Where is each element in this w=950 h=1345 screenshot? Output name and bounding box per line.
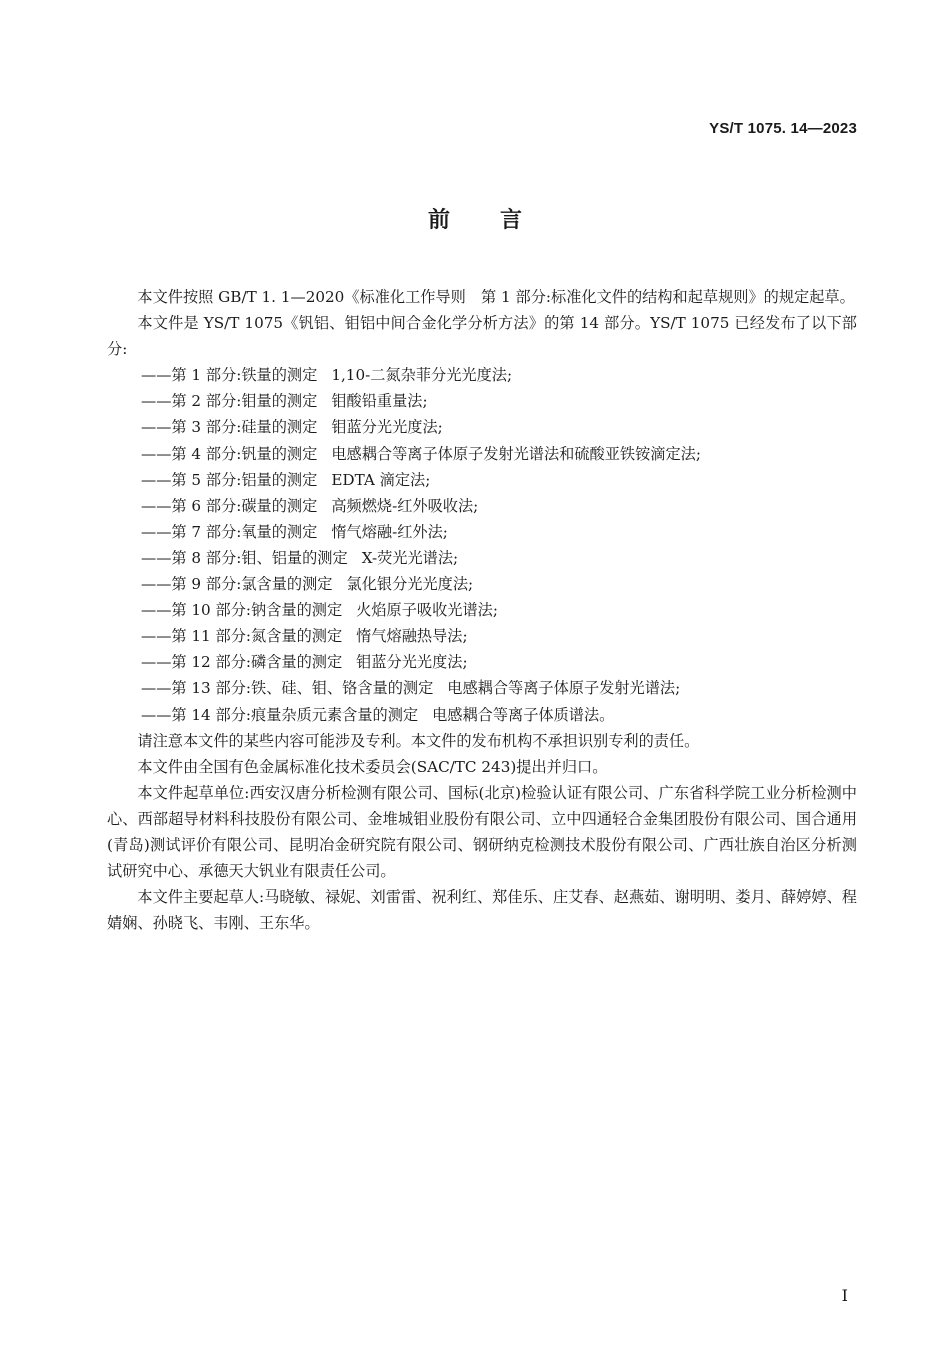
list-item-method: 电感耦合等离子体质谱法。 (432, 705, 615, 724)
foreword-body (107, 284, 857, 936)
paragraph-series-intro: 本文件是 YS/T 1075《钒铝、钼铝中间合金化学分析方法》的第 14 部分。YS/T 1075 已经发布了以下部分: (107, 314, 857, 359)
list-item (141, 388, 857, 414)
paragraph-drafting-basis: 本文件按照 GB/T 1. 1—2020《标准化工作导则 第 1 部分:标准化文件的结构和起草规则》的规定起草。 (137, 288, 855, 306)
list-item-part: ——第 8 部分:钼、铝量的测定 (141, 548, 348, 567)
list-item-part: ——第 14 部分:痕量杂质元素含量的测定 (141, 705, 419, 724)
parts-list (107, 362, 857, 727)
list-item (141, 441, 857, 467)
list-item-part: ——第 1 部分:铁量的测定 (141, 366, 318, 385)
list-item-part: ——第 5 部分:铝量的测定 (141, 470, 318, 489)
list-item (141, 414, 857, 440)
list-item-method: 钼蓝分光光度法; (331, 418, 443, 437)
page-title (0, 203, 950, 234)
list-item-method: 钼酸铅重量法; (331, 392, 428, 411)
list-item-method: X-荧光光谱法; (361, 548, 459, 567)
paragraph-drafters: 本文件主要起草人:马晓敏、禄妮、刘雷雷、祝利红、郑佳乐、庄艾春、赵燕茹、谢明明、娄月、薛婷婷、程婧娴、孙晓飞、韦刚、王东华。 (107, 888, 857, 933)
list-item-part: ——第 4 部分:钒量的测定 (141, 444, 318, 463)
list-item-method: 钼蓝分光光度法; (356, 653, 468, 672)
list-item-method: 火焰原子吸收光谱法; (356, 601, 498, 620)
title-char-2: 言 (500, 208, 523, 233)
paragraph-patent-notice: 请注意本文件的某些内容可能涉及专利。本文件的发布机构不承担识别专利的责任。 (137, 731, 700, 750)
list-item (141, 571, 857, 597)
list-item (141, 519, 857, 545)
list-item-part: ——第 9 部分:氯含量的测定 (141, 575, 333, 594)
list-item (141, 493, 857, 519)
list-item (141, 362, 857, 388)
list-item (141, 467, 857, 493)
list-item-method: 高频燃烧-红外吸收法; (331, 496, 479, 515)
page-number: I (841, 1286, 848, 1305)
list-item-part: ——第 12 部分:磷含量的测定 (141, 653, 343, 672)
list-item-part: ——第 2 部分:钼量的测定 (141, 392, 318, 411)
list-item-method: 惰气熔融热导法; (356, 627, 468, 646)
list-item-part: ——第 3 部分:硅量的测定 (141, 418, 318, 437)
list-item-method: 1,10-二氮杂菲分光光度法; (331, 366, 513, 385)
list-item-method: 电感耦合等离子体原子发射光谱法; (447, 679, 681, 698)
list-item (141, 623, 857, 649)
list-item-part: ——第 6 部分:碳量的测定 (141, 496, 318, 515)
paragraph-proposer: 本文件由全国有色金属标准化技术委员会(SAC/TC 243)提出并归口。 (137, 757, 608, 776)
list-item-method: 惰气熔融-红外法; (331, 522, 448, 541)
standard-code: YS/T 1075. 14—2023 (709, 120, 857, 137)
title-char-1: 前 (427, 208, 450, 233)
list-item-part: ——第 7 部分:氧量的测定 (141, 522, 318, 541)
list-item-method: 氯化银分光光度法; (346, 575, 474, 594)
list-item (141, 675, 857, 701)
paragraph-drafting-units: 本文件起草单位:西安汉唐分析检测有限公司、国标(北京)检验认证有限公司、广东省科学院工业分析检测中心、西部超导材料科技股份有限公司、金堆城钼业股份有限公司、立中四通轻合金集团股份有限公司、国合通用(青岛)测试评价有限公司、昆明冶金研究院有限公司、钢研纳克检测技术股份有限公司、广西壮族自治区分析测试研究中心、承德天大钒业有限责任公司。 (107, 783, 857, 881)
list-item (141, 702, 857, 728)
list-item (141, 649, 857, 675)
list-item (141, 597, 857, 623)
list-item-method: EDTA 滴定法; (331, 470, 431, 489)
list-item-part: ——第 10 部分:钠含量的测定 (141, 601, 343, 620)
list-item-part: ——第 13 部分:铁、硅、钼、铬含量的测定 (141, 679, 434, 698)
list-item-method: 电感耦合等离子体原子发射光谱法和硫酸亚铁铵滴定法; (331, 444, 701, 463)
list-item (141, 545, 857, 571)
list-item-part: ——第 11 部分:氮含量的测定 (141, 627, 343, 646)
